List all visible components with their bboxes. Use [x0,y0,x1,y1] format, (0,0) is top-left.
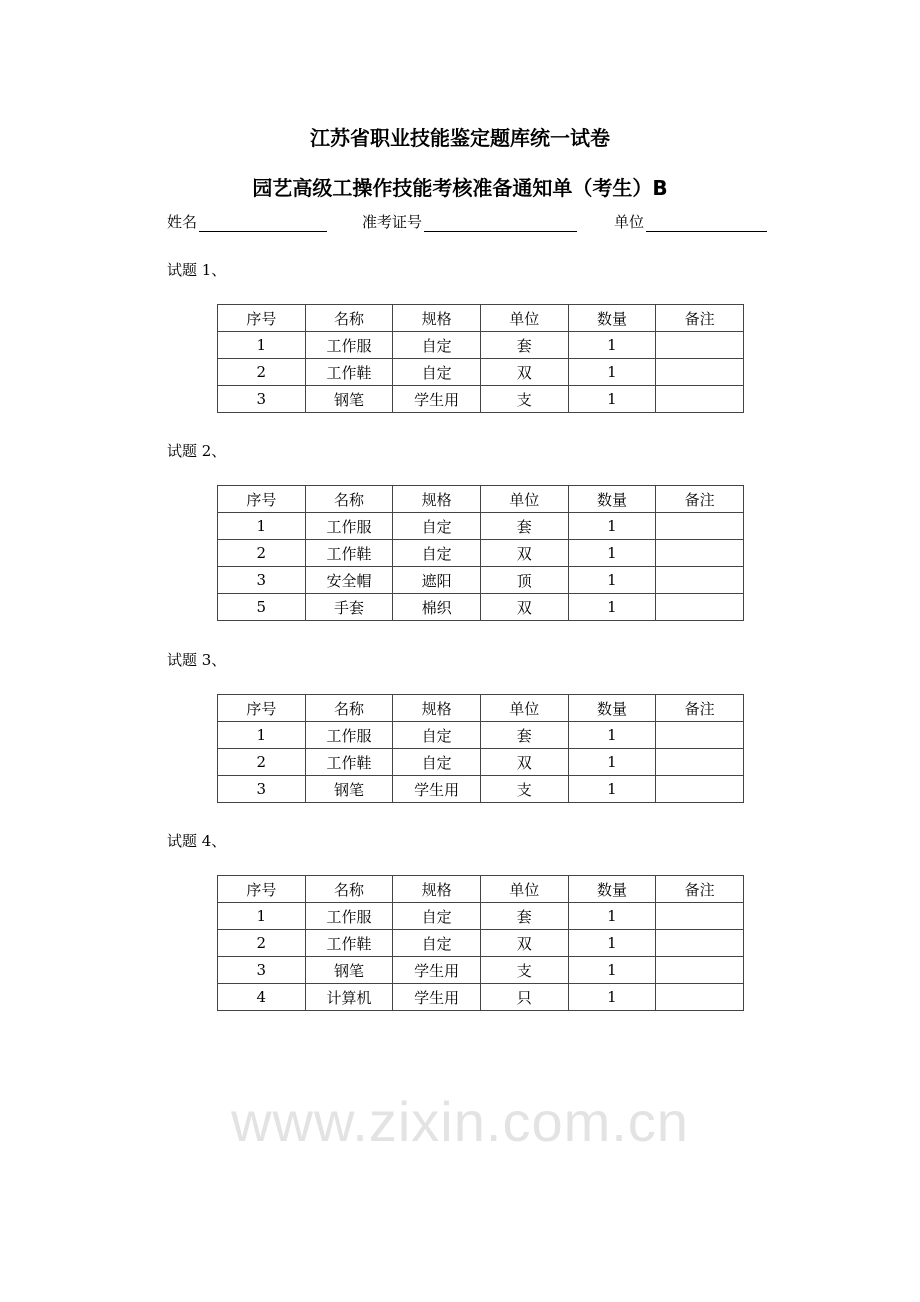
table-row [218,930,744,957]
table-cell [656,386,744,413]
column-header: 单位 [480,305,568,332]
unit-field[interactable] [614,211,767,232]
equipment-table [217,304,744,413]
column-header: 序号 [218,305,306,332]
table-cell: 1 [568,984,656,1011]
table-cell: 2 [218,359,306,386]
table-cell [656,359,744,386]
column-header: 名称 [305,876,393,903]
table-row [218,722,744,749]
table-row [218,359,744,386]
table-cell: 学生用 [393,386,481,413]
table-cell: 工作服 [305,513,393,540]
table-cell: 工作鞋 [305,540,393,567]
table-cell [656,722,744,749]
column-header: 单位 [480,486,568,513]
table-cell: 棉织 [393,594,481,621]
table-row [218,776,744,803]
table-cell: 套 [480,903,568,930]
column-header: 规格 [393,695,481,722]
table-cell: 3 [218,957,306,984]
table-cell: 3 [218,776,306,803]
table-cell: 自定 [393,930,481,957]
table-cell: 自定 [393,903,481,930]
table-cell: 1 [568,776,656,803]
section-label: 试题 3、 [167,651,227,669]
table-cell: 自定 [393,722,481,749]
column-header: 数量 [568,305,656,332]
table-cell [656,540,744,567]
table-row [218,332,744,359]
table-cell: 支 [480,957,568,984]
table-row [218,957,744,984]
table-cell: 学生用 [393,984,481,1011]
column-header: 规格 [393,486,481,513]
column-header: 名称 [305,695,393,722]
name-blank[interactable] [199,215,327,232]
table-row [218,984,744,1011]
table-cell: 钢笔 [305,776,393,803]
table-cell: 双 [480,359,568,386]
table-cell: 1 [218,722,306,749]
table-cell: 5 [218,594,306,621]
table-cell: 1 [218,513,306,540]
table-cell: 3 [218,386,306,413]
table-cell: 3 [218,567,306,594]
unit-label: 单位 [614,213,645,231]
column-header: 备注 [656,486,744,513]
table-cell: 1 [568,722,656,749]
table-cell: 1 [568,957,656,984]
table-cell: 计算机 [305,984,393,1011]
table-cell [656,776,744,803]
table-cell: 只 [480,984,568,1011]
table-row [218,513,744,540]
table-cell: 1 [568,930,656,957]
column-header: 数量 [568,876,656,903]
column-header: 序号 [218,695,306,722]
table-cell [656,332,744,359]
table-cell [656,513,744,540]
ticket-label: 准考证号 [362,213,423,231]
equipment-table [217,875,744,1011]
name-field[interactable] [167,211,327,232]
table-cell: 自定 [393,332,481,359]
document-title: 江苏省职业技能鉴定题库统一试卷 [310,126,610,150]
table-cell: 工作鞋 [305,749,393,776]
column-header: 数量 [568,486,656,513]
table-cell: 工作服 [305,332,393,359]
table-cell: 4 [218,984,306,1011]
table-cell: 1 [568,386,656,413]
document-subtitle: 园艺高级工操作技能考核准备通知单（考生）B [252,176,668,200]
section-label: 试题 1、 [167,261,227,279]
table-cell: 1 [218,332,306,359]
table-cell: 1 [218,903,306,930]
table-cell: 工作鞋 [305,930,393,957]
table-header-row [218,876,744,903]
table-row [218,567,744,594]
table-cell: 自定 [393,359,481,386]
section-label: 试题 4、 [167,832,227,850]
table-cell [656,567,744,594]
table-row [218,386,744,413]
table-cell: 1 [568,594,656,621]
table-cell: 双 [480,930,568,957]
table-cell: 套 [480,332,568,359]
column-header: 备注 [656,305,744,332]
column-header: 备注 [656,695,744,722]
table-cell: 1 [568,749,656,776]
table-cell: 钢笔 [305,957,393,984]
table-cell: 2 [218,540,306,567]
table-header-row [218,305,744,332]
equipment-table [217,485,744,621]
name-label: 姓名 [167,213,198,231]
column-header: 规格 [393,876,481,903]
column-header: 名称 [305,305,393,332]
table-cell: 工作鞋 [305,359,393,386]
table-cell [656,984,744,1011]
table-cell: 钢笔 [305,386,393,413]
table-row [218,903,744,930]
table-cell: 1 [568,903,656,930]
column-header: 数量 [568,695,656,722]
equipment-table [217,694,744,803]
table-cell: 遮阳 [393,567,481,594]
table-cell: 1 [568,540,656,567]
ticket-field[interactable] [362,211,577,232]
column-header: 单位 [480,876,568,903]
table-cell: 双 [480,749,568,776]
table-cell: 顶 [480,567,568,594]
table-cell: 2 [218,930,306,957]
section-label: 试题 2、 [167,442,227,460]
table-cell: 自定 [393,513,481,540]
column-header: 备注 [656,876,744,903]
table-cell [656,749,744,776]
table-cell [656,957,744,984]
table-cell [656,903,744,930]
table-cell: 1 [568,359,656,386]
table-cell: 套 [480,722,568,749]
table-cell: 自定 [393,540,481,567]
table-cell: 1 [568,332,656,359]
column-header: 名称 [305,486,393,513]
table-cell: 学生用 [393,776,481,803]
unit-blank[interactable] [646,215,767,232]
ticket-blank[interactable] [424,215,577,232]
column-header: 序号 [218,876,306,903]
table-cell: 套 [480,513,568,540]
table-cell: 1 [568,567,656,594]
table-cell: 工作服 [305,722,393,749]
table-row [218,749,744,776]
table-row [218,540,744,567]
column-header: 规格 [393,305,481,332]
table-cell: 安全帽 [305,567,393,594]
table-cell: 2 [218,749,306,776]
watermark: www.zixin.com.cn [231,1090,689,1153]
table-cell: 支 [480,386,568,413]
table-cell: 学生用 [393,957,481,984]
table-header-row [218,695,744,722]
table-cell: 手套 [305,594,393,621]
table-cell [656,594,744,621]
table-cell: 双 [480,540,568,567]
table-cell: 支 [480,776,568,803]
table-cell: 工作服 [305,903,393,930]
table-header-row [218,486,744,513]
table-cell [656,930,744,957]
table-cell: 双 [480,594,568,621]
table-cell: 自定 [393,749,481,776]
table-row [218,594,744,621]
column-header: 序号 [218,486,306,513]
table-cell: 1 [568,513,656,540]
column-header: 单位 [480,695,568,722]
